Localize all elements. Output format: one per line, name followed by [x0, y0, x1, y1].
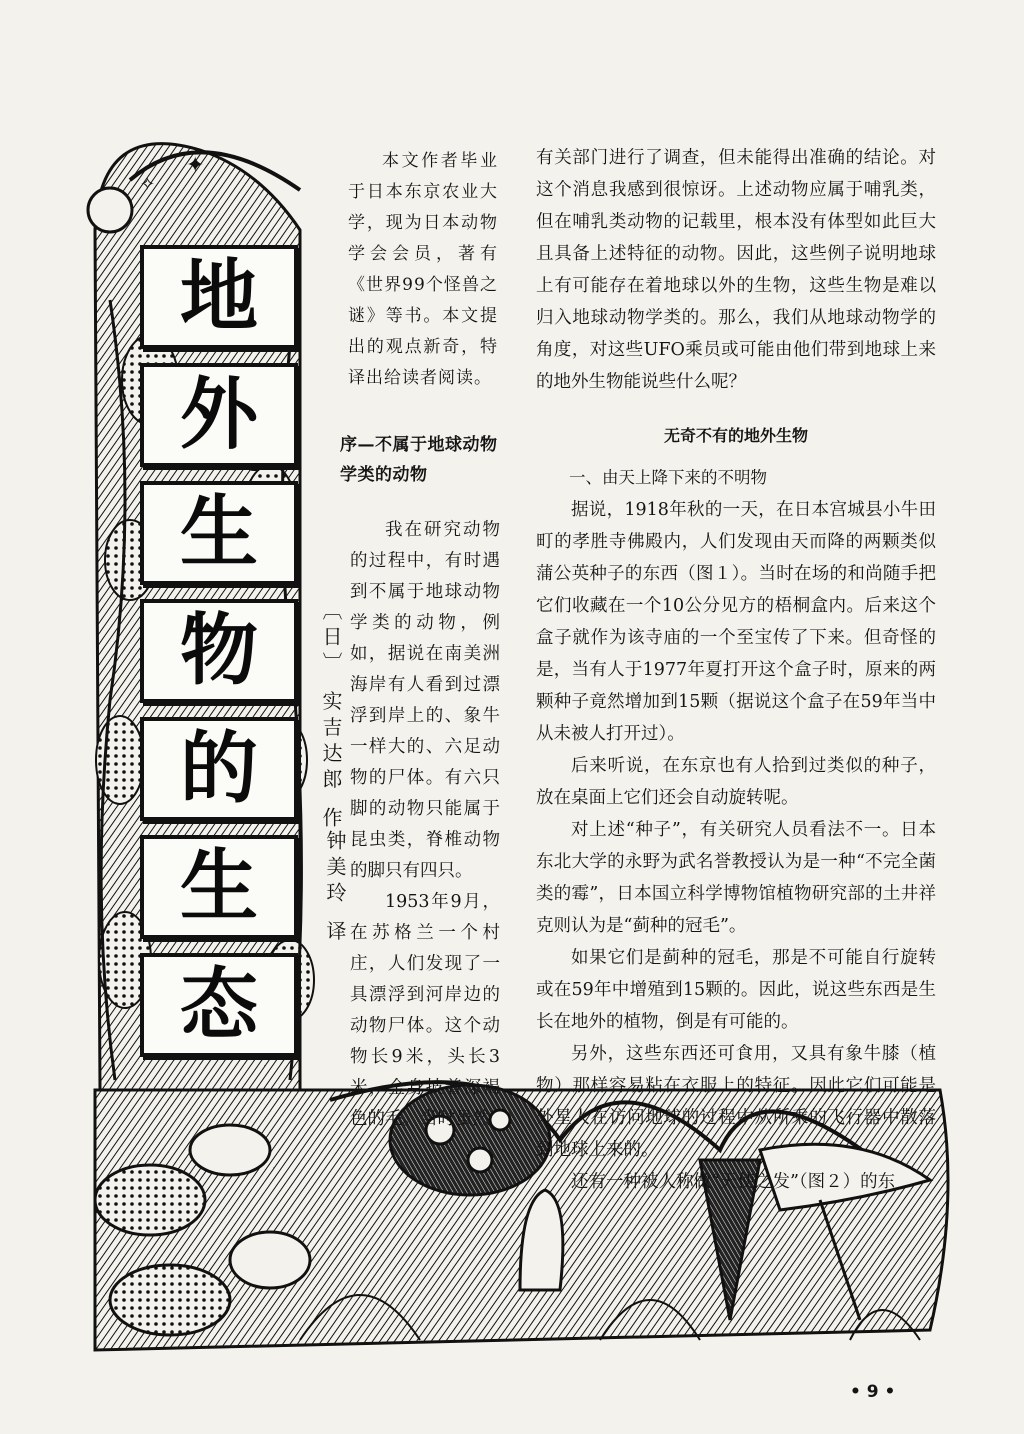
- paragraph: 我在研究动物的过程中，有时遇到不属于地球动物学类的动物，例如，据说在南美洲海岸有人看到过漂浮到岸上的、象牛一样大的、六足动物的尸体。有六只脚的动物只能属于昆虫类，脊椎动物的脚只有四只。: [350, 520, 500, 881]
- title-char-2: 外: [140, 363, 298, 467]
- paragraph: 1953年9月，在苏格兰一个村庄，人们发现了一具漂浮到河岸边的动物尸体。这个动物长9米，头长3米，全身披着深褐色的毛。当时虽然: [350, 892, 500, 1129]
- paragraph: 对上述“种子”，有关研究人员看法不一。日本东北大学的永野为武名誉教授认为是一种“不完全菌类的霉”，日本国立科学博物馆植物研究部的土井祥克则认为是“蓟种的冠毛”。: [536, 820, 936, 936]
- preface-heading: 序—不属于地球动物学类的动物: [340, 435, 498, 485]
- paragraph: 据说，1918年秋的一天，在日本宫城县小牛田町的孝胜寺佛殿内，人们发现由天而降的两颗类似蒲公英种子的东西（图１）。当时在场的和尚随手把它们收藏在一个10公分见方的梧桐盒内。后来这个盒子就作为该寺庙的一个至宝传了下来。但奇怪的是，当有人于1977年夏打开这个盒子时，原来的两颗种子竟然增加到15颗（据说这个盒子在59年当中从未被人打开过）。: [536, 500, 936, 744]
- lead-paragraph: 有关部门进行了调查，但未能得出准确的结论。对这个消息我感到很惊讶。上述动物应属于哺乳类，但在哺乳类动物的记载里，根本没有体型如此巨大且具备上述特征的动物。因此，这些例子说明地球上有可能存在着地球以外的生物，这些生物是难以归入地球动物学类的。那么，我们从地球动物学的角度，对这些UFO乘员或可能由他们带到地球上来的地外生物能说些什么呢？: [536, 148, 936, 392]
- paragraph: 还有一种被人称做“天使之发”（图２）的东: [571, 1172, 896, 1192]
- title-char-1: 地: [140, 245, 298, 349]
- title-char-3: 生: [140, 481, 298, 585]
- main-text-column: [536, 142, 936, 1198]
- page-number: • 9 •: [850, 1382, 896, 1402]
- svg-text:✦: ✦: [186, 153, 205, 178]
- title-char-7: 态: [140, 953, 298, 1057]
- svg-text:✧: ✧: [140, 174, 156, 195]
- editor-note: 本文作者毕业于日本东京农业大学，现为日本动物学会会员，著有《世界99个怪兽之谜》等书。本文提出的观点新奇，特译出给读者阅读。: [348, 151, 498, 388]
- translator-credit: 钟美玲 译: [323, 830, 347, 947]
- narrow-text-column: [350, 515, 500, 1135]
- title-char-4: 物: [140, 599, 298, 703]
- section-title: 无奇不有的地外生物: [663, 426, 808, 445]
- subsection-title: 一、由天上降下来的不明物: [569, 468, 767, 487]
- paragraph: 后来听说，在东京也有人拾到过类似的种子，放在桌面上它们还会自动旋转呢。: [536, 756, 936, 808]
- paragraph: 另外，这些东西还可食用，又具有象牛膝（植物）那样容易粘在衣服上的特征。因此它们可能是外星人在访问地球的过程中从所乘的飞行器中散落到地球上来的。: [536, 1044, 936, 1160]
- paragraph: 如果它们是蓟种的冠毛，那是不可能自行旋转或在59年中增殖到15颗的。因此，说这些东西是生长在地外的植物，倒是有可能的。: [536, 948, 936, 1032]
- author-credit: 〔日〕 实吉达郎 作: [319, 600, 343, 833]
- title-char-6: 生: [140, 835, 298, 939]
- title-char-5: 的: [140, 717, 298, 821]
